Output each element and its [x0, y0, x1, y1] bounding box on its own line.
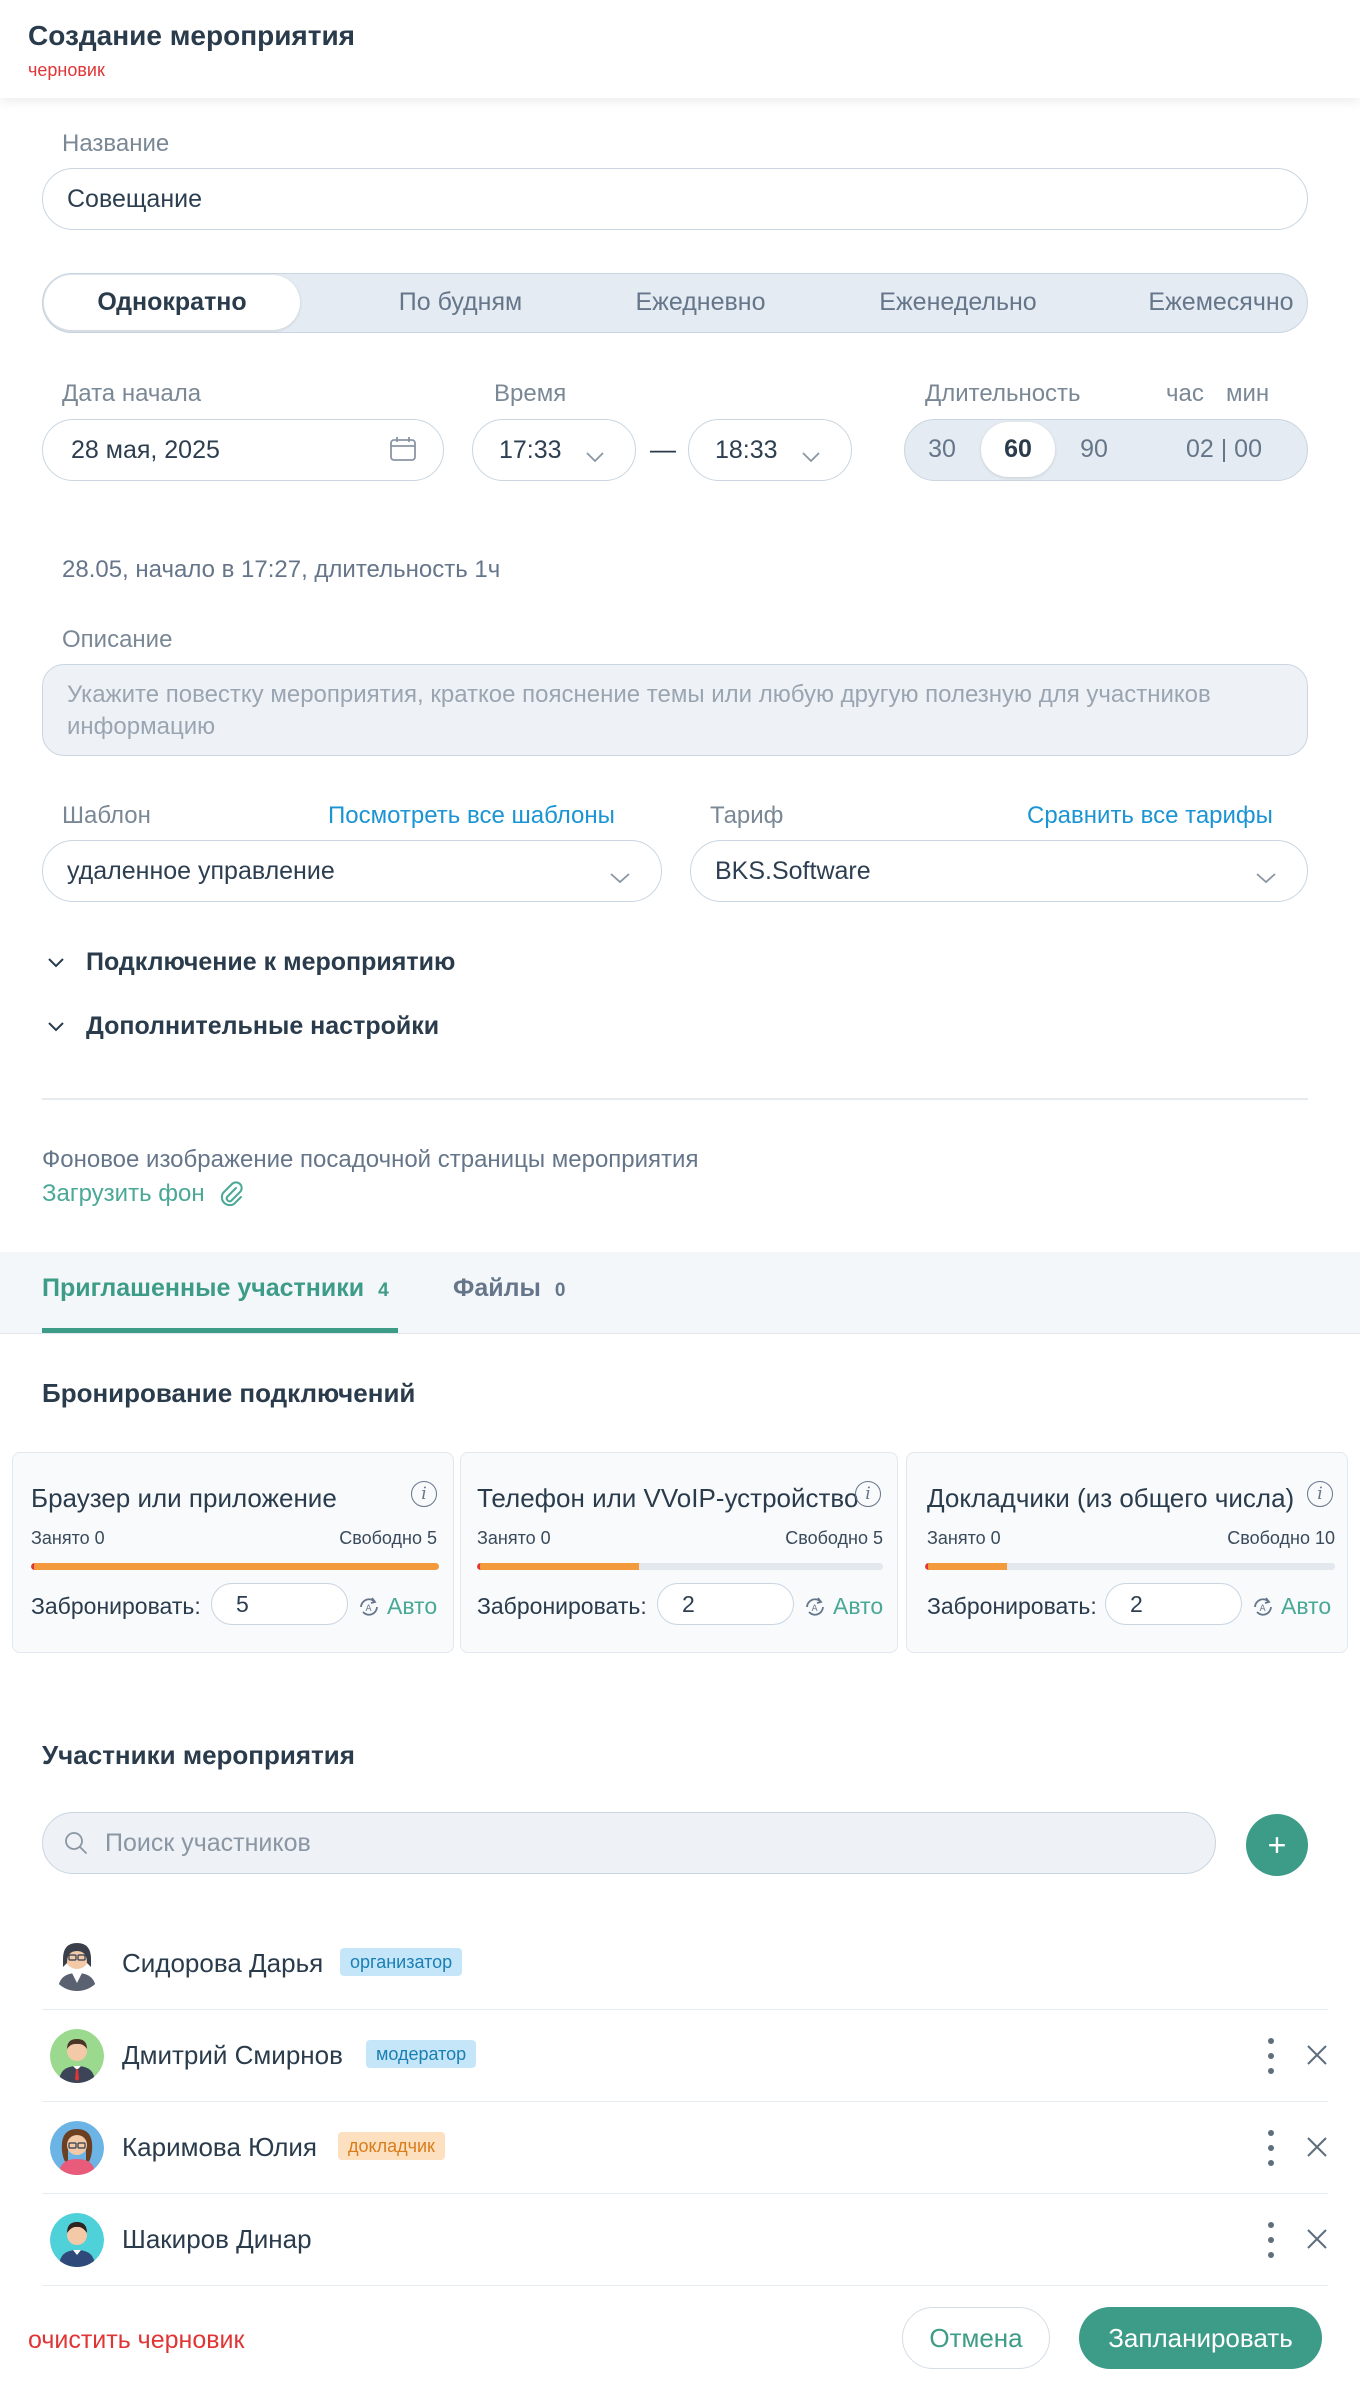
reserve-input[interactable]: 2: [657, 1583, 794, 1625]
template-label: Шаблон: [62, 802, 151, 829]
svg-text:A: A: [1259, 1603, 1266, 1614]
view-all-templates-link[interactable]: Посмотреть все шаблоны: [328, 802, 615, 829]
auto-button[interactable]: [357, 1593, 437, 1620]
name-input[interactable]: [42, 168, 1308, 230]
auto-icon: [1251, 1595, 1275, 1619]
template-select[interactable]: [42, 840, 662, 902]
clear-draft-link[interactable]: очистить черновик: [28, 2326, 245, 2354]
avatar: [50, 1937, 104, 1991]
calendar-icon[interactable]: [389, 435, 417, 470]
description-label: Описание: [62, 626, 173, 653]
name-input-value: Совещание: [67, 184, 203, 213]
booking-card-speakers: [906, 1452, 1348, 1653]
duration-label: Длительность: [925, 380, 1081, 407]
reserve-input[interactable]: 5: [211, 1583, 348, 1625]
duration-30[interactable]: 30: [928, 435, 956, 463]
more-options-icon[interactable]: [1266, 2130, 1276, 2166]
usage-bar-fill: [31, 1563, 439, 1570]
booking-card-title: Докладчики (из общего числа): [927, 1483, 1295, 1513]
free-count: Свободно 5: [785, 1528, 883, 1548]
schedule-button[interactable]: Запланировать: [1079, 2307, 1322, 2369]
upload-background-label: Загрузить фон: [42, 1180, 205, 1207]
recurrence-selector: [42, 273, 1308, 333]
divider: [42, 1098, 1308, 1100]
additional-settings-accordion[interactable]: [44, 1012, 439, 1041]
participant-name: Дмитрий Смирнов: [122, 2040, 343, 2070]
avatar: [50, 2029, 104, 2083]
description-textarea[interactable]: Укажите повестку мероприятия, краткое пояснение темы или любую другую полезную для участников информацию: [42, 664, 1308, 756]
booking-card-phone: [460, 1452, 898, 1653]
chevron-down-icon: [1255, 863, 1277, 892]
auto-label: Авто: [1281, 1593, 1332, 1619]
chevron-down-icon: [44, 1015, 68, 1039]
usage-bar-fill: [477, 1563, 639, 1570]
reserve-input[interactable]: 2: [1105, 1583, 1242, 1625]
recurrence-daily[interactable]: Ежедневно: [635, 288, 766, 316]
recurrence-monthly[interactable]: Ежемесячно: [1148, 288, 1294, 316]
schedule-summary: 28.05, начало в 17:27, длительность 1ч: [62, 556, 501, 583]
participant-name: Шакиров Динар: [122, 2224, 312, 2254]
auto-button[interactable]: [1251, 1593, 1331, 1620]
duration-selector: [904, 419, 1308, 481]
template-select-value: удаленное управление: [67, 856, 335, 885]
recurrence-weekdays[interactable]: По будням: [398, 288, 523, 316]
usage-bar: [31, 1563, 439, 1570]
tab-invited-label: Приглашенные участники: [42, 1274, 365, 1302]
recurrence-weekly[interactable]: Еженедельно: [879, 288, 1037, 316]
time-from-select[interactable]: [472, 419, 636, 481]
role-badge: докладчик: [338, 2132, 445, 2160]
remove-participant-icon[interactable]: [1304, 2042, 1330, 2068]
tab-invited-participants[interactable]: [42, 1274, 389, 1303]
chevron-down-icon: [801, 442, 821, 471]
usage-bar-fill: [925, 1563, 1007, 1570]
paperclip-icon: [217, 1180, 245, 1208]
start-date-field[interactable]: [42, 419, 444, 481]
auto-label: Авто: [833, 1593, 884, 1619]
tariff-select-value: BKS.Software: [715, 856, 871, 885]
occupied-count: Занято 0: [927, 1528, 1001, 1548]
role-badge: организатор: [340, 1948, 462, 1976]
auto-button[interactable]: [803, 1593, 883, 1620]
name-label: Название: [62, 130, 170, 157]
reserve-label: Забронировать:: [31, 1593, 201, 1619]
cancel-button[interactable]: Отмена: [902, 2307, 1050, 2369]
info-icon[interactable]: i: [411, 1481, 437, 1507]
duration-custom-input[interactable]: 02 | 00: [1185, 435, 1262, 463]
usage-bar: [925, 1563, 1335, 1570]
active-tab-indicator: [42, 1328, 398, 1333]
draft-status: черновик: [28, 60, 105, 80]
avatar: [50, 2121, 104, 2175]
svg-text:A: A: [365, 1603, 372, 1614]
connection-accordion-label: Подключение к мероприятию: [86, 948, 456, 976]
remove-participant-icon[interactable]: [1304, 2134, 1330, 2160]
booking-card-title: Телефон или VVoIP-устройство: [477, 1483, 859, 1513]
tab-files-count: 0: [554, 1280, 566, 1301]
occupied-count: Занято 0: [477, 1528, 551, 1548]
auto-label: Авто: [387, 1593, 438, 1619]
chevron-down-icon: [585, 442, 605, 471]
additional-settings-label: Дополнительные настройки: [86, 1012, 440, 1040]
duration-90[interactable]: 90: [1080, 435, 1108, 463]
connection-accordion[interactable]: [44, 948, 455, 977]
participant-row: [42, 1918, 1328, 2010]
duration-hours-label: час: [1166, 380, 1204, 407]
participant-name: Сидорова Дарья: [122, 1948, 324, 1978]
tariff-select[interactable]: [690, 840, 1308, 902]
participant-search-input[interactable]: [42, 1812, 1216, 1874]
compare-tariffs-link[interactable]: Сравнить все тарифы: [1027, 802, 1273, 829]
chevron-down-icon: [44, 951, 68, 975]
tabs-bar: [0, 1252, 1360, 1334]
time-to-select[interactable]: [688, 419, 852, 481]
free-count: Свободно 5: [339, 1528, 437, 1548]
auto-icon: [357, 1595, 381, 1619]
reserve-label: Забронировать:: [477, 1593, 647, 1619]
duration-60[interactable]: 60: [981, 422, 1055, 477]
more-options-icon[interactable]: [1266, 2038, 1276, 2074]
time-separator: —: [650, 434, 676, 464]
participant-row: [42, 2010, 1328, 2102]
participants-title: Участники мероприятия: [42, 1740, 355, 1770]
info-icon[interactable]: i: [855, 1481, 881, 1507]
reserve-label: Забронировать:: [927, 1593, 1097, 1619]
search-icon: [63, 1830, 89, 1856]
participant-row: [42, 2102, 1328, 2194]
avatar: [50, 2213, 104, 2267]
participant-name: Каримова Юлия: [122, 2132, 317, 2162]
time-from-value: 17:33: [499, 435, 562, 464]
free-count: Свободно 10: [1227, 1528, 1335, 1548]
tab-invited-count: 4: [378, 1280, 389, 1301]
participant-row: [42, 2194, 1328, 2286]
start-date-label: Дата начала: [62, 380, 202, 407]
usage-bar: [477, 1563, 883, 1570]
svg-text:A: A: [811, 1603, 818, 1614]
time-label: Время: [494, 380, 567, 407]
booking-title: Бронирование подключений: [42, 1378, 416, 1408]
start-date-value: 28 мая, 2025: [71, 435, 220, 464]
search-placeholder: Поиск участников: [105, 1828, 311, 1857]
add-participant-button[interactable]: +: [1246, 1814, 1308, 1876]
time-to-value: 18:33: [715, 435, 778, 464]
booking-card-browser: [12, 1452, 454, 1653]
info-icon[interactable]: i: [1307, 1481, 1333, 1507]
tab-files[interactable]: [453, 1274, 565, 1303]
tab-files-label: Файлы: [453, 1274, 541, 1302]
remove-participant-icon[interactable]: [1304, 2226, 1330, 2252]
upload-background-link[interactable]: [42, 1180, 245, 1208]
recurrence-once[interactable]: Однократно: [44, 275, 300, 330]
more-options-icon[interactable]: [1266, 2222, 1276, 2258]
role-badge: модератор: [366, 2040, 476, 2068]
chevron-down-icon: [609, 863, 631, 892]
duration-minutes-label: мин: [1226, 380, 1270, 407]
background-label: Фоновое изображение посадочной страницы мероприятия: [42, 1146, 699, 1173]
auto-icon: [803, 1595, 827, 1619]
booking-card-title: Браузер или приложение: [31, 1483, 337, 1513]
page-title: Создание мероприятия: [28, 20, 356, 51]
occupied-count: Занято 0: [31, 1528, 105, 1548]
tariff-label: Тариф: [710, 802, 784, 829]
page-header: [0, 0, 1360, 98]
